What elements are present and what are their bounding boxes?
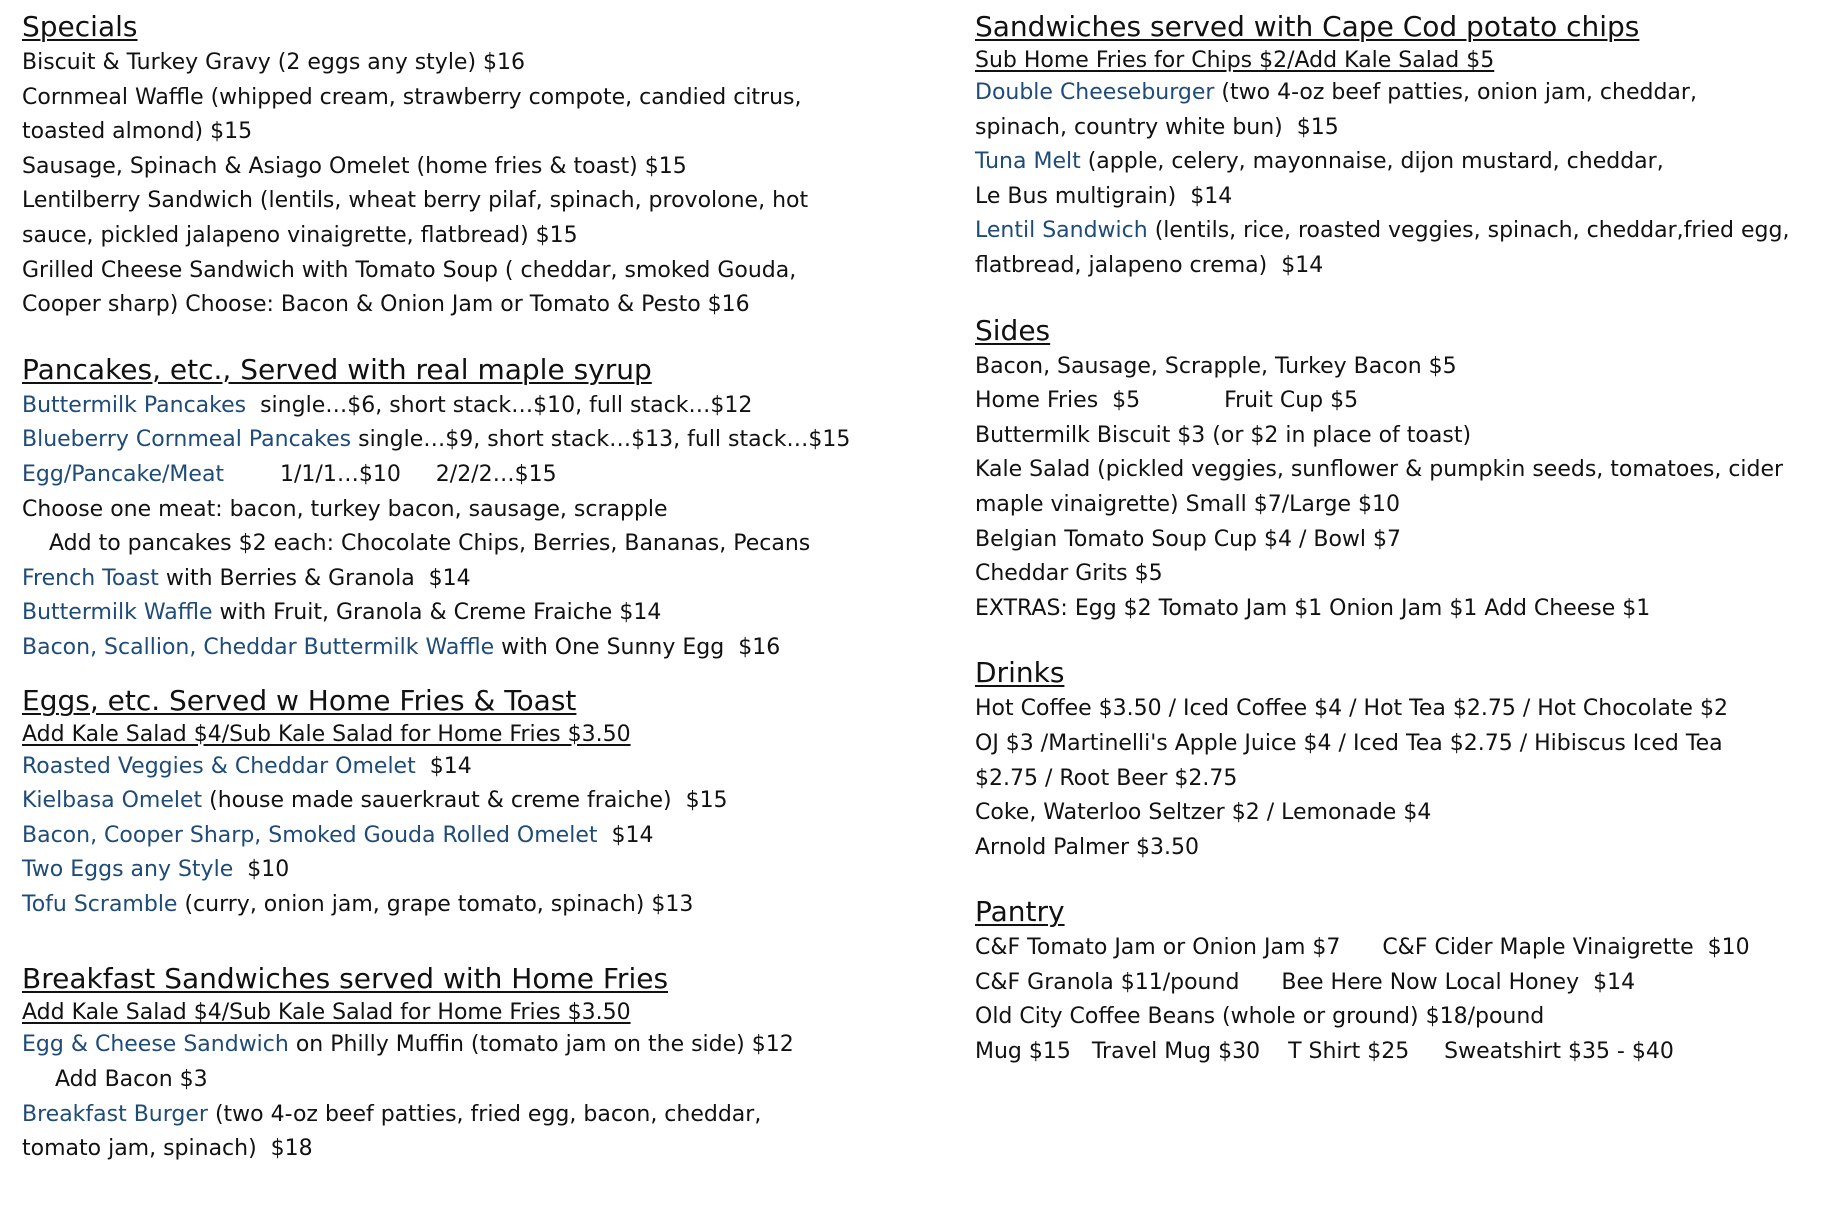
menu-item-desc: (lentils, rice, roasted veggies, spinach, cheddar,fried egg,	[1147, 218, 1790, 244]
menu-item	[22, 853, 957, 888]
menu-item	[22, 596, 957, 631]
pantry-title: Pantry	[975, 895, 1065, 929]
menu-line: Belgian Tomato Soup Cup $4 / Bowl $7	[975, 526, 1402, 552]
menu-line: Coke, Waterloo Seltzer $2 / Lemonade $4	[975, 800, 1432, 826]
menu-line: sauce, pickled jalapeno vinaigrette, flatbread) $15	[22, 222, 578, 248]
menu-item-desc: spinach, country white bun) $15	[975, 114, 1339, 140]
pancakes-title: Pancakes, etc., Served with real maple syrup	[22, 352, 652, 386]
menu-item	[22, 1063, 957, 1098]
breakfast-sandwiches-subtitle: Add Kale Salad $4/Sub Kale Salad for Home Fries $3.50	[22, 1000, 631, 1026]
menu-item	[975, 214, 1830, 249]
menu-line: $2.75 / Root Beer $2.75	[975, 765, 1238, 791]
menu-line: Kale Salad (pickled veggies, sunflower & pumpkin seeds, tomatoes, cider	[975, 457, 1784, 483]
menu-item	[975, 249, 1830, 284]
menu-item	[975, 111, 1830, 146]
eggs-subtitle: Add Kale Salad $4/Sub Kale Salad for Home Fries $3.50	[22, 721, 631, 747]
menu-item-name: Buttermilk Waffle	[22, 600, 213, 626]
drinks-title: Drinks	[975, 656, 1065, 690]
menu-line: toasted almond) $15	[22, 119, 253, 145]
menu-line: EXTRAS: Egg $2 Tomato Jam $1 Onion Jam $1 Add Cheese $1	[975, 595, 1651, 621]
menu-item	[22, 1132, 957, 1167]
menu-item	[22, 562, 957, 597]
menu-item	[975, 76, 1830, 111]
menu-item	[22, 423, 957, 458]
eggs-section	[22, 684, 957, 923]
menu-item	[22, 1028, 957, 1063]
menu-right-column	[975, 10, 1830, 1070]
menu-item-name: Roasted Veggies & Cheddar Omelet	[22, 753, 416, 779]
menu-item	[22, 819, 957, 854]
menu-item-desc: $10	[233, 857, 290, 883]
menu-item-desc: Choose one meat: bacon, turkey bacon, sausage, scrapple	[22, 496, 668, 522]
menu-line: Cornmeal Waffle (whipped cream, strawberry compote, candied citrus,	[22, 84, 802, 110]
menu-line: Mug $15 Travel Mug $30 T Shirt $25 Sweatshirt $35 - $40	[975, 1039, 1674, 1065]
menu-item-name: Tuna Melt	[975, 149, 1081, 175]
sandwiches-subtitle: Sub Home Fries for Chips $2/Add Kale Salad $5	[975, 48, 1495, 73]
menu-line: OJ $3 /Martinelli's Apple Juice $4 / Iced Tea $2.75 / Hibiscus Iced Tea	[975, 730, 1723, 756]
specials-title: Specials	[22, 10, 138, 43]
menu-line: Arnold Palmer $3.50	[975, 834, 1200, 860]
menu-item	[22, 493, 957, 528]
menu-item-name: Breakfast Burger	[22, 1101, 208, 1127]
menu-line: C&F Granola $11/pound Bee Here Now Local Honey $14	[975, 969, 1636, 995]
menu-item-desc: 1/1/1…$10 2/2/2…$15	[224, 461, 557, 487]
pantry-section	[975, 895, 1830, 1069]
menu-item	[22, 631, 957, 666]
menu-item-name: Bacon, Cooper Sharp, Smoked Gouda Rolled Omelet	[22, 822, 598, 848]
menu-item	[22, 458, 957, 493]
menu-line: Biscuit & Turkey Gravy (2 eggs any style) $16	[22, 50, 526, 75]
menu-item-name: Kielbasa Omelet	[22, 788, 203, 814]
sides-title: Sides	[975, 313, 1051, 347]
breakfast-sandwiches-section	[22, 962, 957, 1166]
eggs-title: Eggs, etc. Served w Home Fries & Toast	[22, 683, 577, 717]
menu-item-desc: with One Sunny Egg $16	[494, 634, 781, 660]
menu-item-desc: on Philly Muffin (tomato jam on the side) $12	[288, 1032, 794, 1058]
menu-item	[22, 750, 957, 785]
menu-line: Bacon, Sausage, Scrapple, Turkey Bacon $5	[975, 353, 1457, 379]
menu-left-column	[22, 10, 957, 1167]
menu-line: maple vinaigrette) Small $7/Large $10	[975, 491, 1400, 517]
drinks-section	[975, 656, 1830, 865]
menu-item	[22, 389, 957, 424]
menu-item-desc: Add to pancakes $2 each: Chocolate Chips, Berries, Bananas, Pecans	[49, 531, 811, 557]
menu-item-name: Double Cheeseburger	[975, 80, 1215, 105]
menu-item	[975, 180, 1830, 215]
menu-item-name: Bacon, Scallion, Cheddar Buttermilk Waffle	[22, 634, 495, 660]
menu-item-desc: (house made sauerkraut & creme fraiche) $15	[202, 788, 728, 814]
menu-item-name: Tofu Scramble	[22, 891, 178, 917]
menu-item-desc: (apple, celery, mayonnaise, dijon mustard, cheddar,	[1080, 149, 1664, 175]
menu-item-desc: $14	[597, 822, 654, 848]
menu-item-desc: single…$6, short stack…$10, full stack…$12	[246, 392, 753, 418]
menu-line: Sausage, Spinach & Asiago Omelet (home fries & toast) $15	[22, 153, 687, 179]
sandwiches-section	[975, 10, 1830, 284]
menu-line: Buttermilk Biscuit $3 (or $2 in place of toast)	[975, 422, 1472, 448]
menu-line: Cooper sharp) Choose: Bacon & Onion Jam or Tomato & Pesto $16	[22, 292, 750, 318]
specials-section	[22, 10, 957, 323]
menu-item-desc: (two 4-oz beef patties, onion jam, cheddar,	[1214, 80, 1697, 105]
sandwiches-title: Sandwiches served with Cape Cod potato chips	[975, 10, 1640, 43]
menu-item	[22, 784, 957, 819]
menu-item-name: Blueberry Cornmeal Pancakes	[22, 427, 352, 453]
menu-item-name: Two Eggs any Style	[22, 857, 234, 883]
menu-item-desc: (two 4-oz beef patties, fried egg, bacon, cheddar,	[207, 1101, 762, 1127]
menu-item-name: French Toast	[22, 565, 159, 591]
menu-item-desc: $14	[415, 753, 472, 779]
menu-item	[975, 145, 1830, 180]
menu-item	[22, 888, 957, 923]
menu-item-desc: flatbread, jalapeno crema) $14	[975, 252, 1324, 278]
menu-line: Home Fries $5 Fruit Cup $5	[975, 388, 1359, 414]
menu-item-desc: tomato jam, spinach) $18	[22, 1136, 313, 1162]
menu-item-name: Egg/Pancake/Meat	[22, 461, 225, 487]
menu-item-desc: Add Bacon $3	[55, 1067, 208, 1093]
menu-item-desc: with Fruit, Granola & Creme Fraiche $14	[212, 600, 662, 626]
pancakes-section	[22, 353, 957, 666]
menu-item-desc: (curry, onion jam, grape tomato, spinach) $13	[177, 891, 694, 917]
menu-item	[22, 1098, 957, 1133]
menu-line: Old City Coffee Beans (whole or ground) $18/pound	[975, 1004, 1545, 1030]
menu-item	[22, 527, 957, 562]
menu-item-name: Lentil Sandwich	[975, 218, 1148, 244]
menu-item-name: Buttermilk Pancakes	[22, 392, 247, 418]
menu-line: Cheddar Grits $5	[975, 561, 1163, 587]
breakfast-sandwiches-title: Breakfast Sandwiches served with Home Fries	[22, 962, 669, 996]
menu-item-name: Egg & Cheese Sandwich	[22, 1032, 289, 1058]
menu-item-desc: with Berries & Granola $14	[158, 565, 471, 591]
menu-line: Hot Coffee $3.50 / Iced Coffee $4 / Hot Tea $2.75 / Hot Chocolate $2	[975, 696, 1728, 722]
menu-item-desc: single…$9, short stack…$13, full stack…$15	[351, 427, 851, 453]
sides-section	[975, 314, 1830, 627]
menu-line: C&F Tomato Jam or Onion Jam $7 C&F Cider Maple Vinaigrette $10	[975, 935, 1750, 961]
menu-line: Grilled Cheese Sandwich with Tomato Soup ( cheddar, smoked Gouda,	[22, 257, 797, 283]
menu-item-desc: Le Bus multigrain) $14	[975, 183, 1233, 209]
menu-line: Lentilberry Sandwich (lentils, wheat berry pilaf, spinach, provolone, hot	[22, 188, 809, 214]
